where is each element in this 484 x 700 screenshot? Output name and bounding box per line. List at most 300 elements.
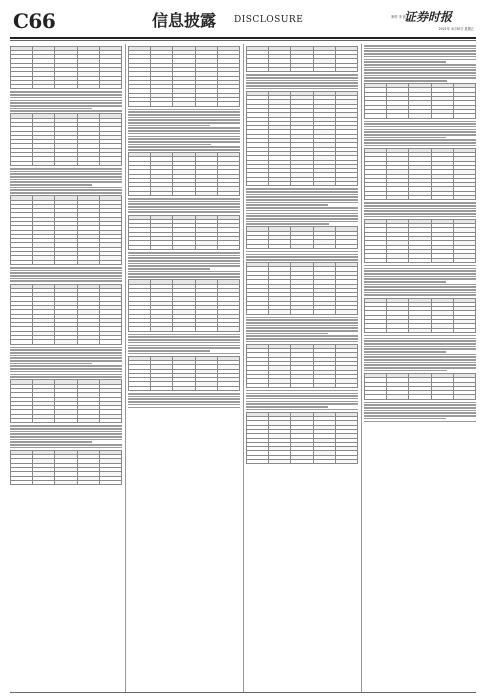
table-cell bbox=[11, 85, 33, 89]
text-line bbox=[10, 91, 122, 93]
table-row bbox=[129, 245, 240, 249]
table-cell bbox=[409, 258, 431, 262]
data-table bbox=[128, 279, 240, 332]
text-line bbox=[246, 221, 358, 223]
text-line bbox=[10, 365, 122, 367]
text-line bbox=[128, 146, 240, 148]
paper-logo: 证券时报 bbox=[403, 10, 452, 24]
text-line bbox=[128, 127, 240, 129]
text-line bbox=[364, 53, 476, 55]
table-cell bbox=[409, 114, 431, 118]
table-cell bbox=[33, 418, 55, 422]
text-line bbox=[10, 447, 122, 449]
text-line bbox=[246, 341, 358, 343]
text-line bbox=[10, 275, 122, 277]
text-line bbox=[364, 412, 476, 414]
text-line bbox=[128, 260, 240, 262]
text-line bbox=[128, 273, 240, 275]
text-line bbox=[10, 94, 122, 96]
text-line bbox=[246, 77, 358, 79]
table-cell bbox=[387, 395, 409, 399]
text-line bbox=[364, 77, 476, 79]
column-2 bbox=[128, 44, 240, 692]
text-line bbox=[10, 374, 122, 376]
text-line bbox=[128, 263, 240, 265]
table-cell bbox=[431, 328, 453, 332]
text-line bbox=[10, 100, 122, 102]
data-table bbox=[364, 298, 476, 333]
table-cell bbox=[55, 161, 77, 165]
table-cell bbox=[247, 460, 269, 464]
table-row bbox=[365, 196, 476, 200]
text-line bbox=[364, 59, 476, 61]
data-table bbox=[246, 344, 358, 388]
table-cell bbox=[247, 244, 269, 248]
text-line bbox=[10, 168, 122, 170]
table-cell bbox=[313, 310, 335, 314]
text-line bbox=[10, 176, 122, 178]
table-cell bbox=[129, 245, 151, 249]
text-line bbox=[364, 213, 476, 215]
data-table bbox=[364, 83, 476, 118]
table-cell bbox=[33, 161, 55, 165]
table-cell bbox=[365, 328, 387, 332]
text-line bbox=[128, 334, 240, 336]
text-line bbox=[10, 428, 122, 430]
table-cell bbox=[365, 258, 387, 262]
text-line bbox=[364, 142, 476, 144]
text-line bbox=[364, 75, 476, 77]
table-cell bbox=[269, 310, 291, 314]
text-line bbox=[364, 134, 476, 136]
text-line bbox=[128, 144, 211, 146]
table-cell bbox=[195, 102, 217, 106]
text-line bbox=[246, 327, 358, 329]
text-line bbox=[10, 431, 122, 433]
section-title-en: DISCLOSURE bbox=[234, 15, 304, 25]
table-cell bbox=[387, 258, 409, 262]
table-cell bbox=[11, 161, 33, 165]
text-line bbox=[128, 345, 240, 347]
text-line bbox=[10, 280, 122, 282]
table-cell bbox=[11, 260, 33, 264]
text-line bbox=[128, 209, 240, 211]
text-line bbox=[246, 204, 328, 206]
table-cell bbox=[453, 395, 475, 399]
text-line bbox=[128, 198, 240, 200]
text-line bbox=[246, 199, 358, 201]
data-table bbox=[246, 46, 358, 73]
table-row bbox=[365, 258, 476, 262]
table-cell bbox=[151, 102, 173, 106]
table-cell bbox=[217, 245, 239, 249]
table-cell bbox=[409, 328, 431, 332]
text-line bbox=[128, 133, 240, 135]
editor-line: 制作 李 波 bbox=[391, 15, 406, 19]
column-divider bbox=[243, 44, 244, 692]
text-line bbox=[128, 257, 240, 259]
text-line bbox=[364, 216, 476, 218]
table-cell bbox=[247, 67, 269, 71]
table-cell bbox=[77, 480, 99, 484]
table-cell bbox=[313, 67, 335, 71]
data-table bbox=[10, 284, 122, 345]
text-line bbox=[10, 425, 122, 427]
table-cell bbox=[99, 85, 121, 89]
text-line bbox=[364, 276, 476, 278]
text-line bbox=[246, 223, 329, 225]
text-line bbox=[246, 333, 328, 335]
table-cell bbox=[269, 182, 291, 186]
text-line bbox=[364, 286, 476, 288]
text-line bbox=[128, 252, 240, 254]
text-line bbox=[246, 322, 358, 324]
text-line bbox=[364, 45, 476, 47]
text-line bbox=[246, 330, 358, 332]
table-row bbox=[129, 102, 240, 106]
text-line bbox=[364, 367, 476, 369]
text-line bbox=[10, 352, 122, 354]
text-line bbox=[128, 396, 240, 398]
column-divider bbox=[361, 44, 362, 692]
table-cell bbox=[453, 258, 475, 262]
text-line bbox=[10, 189, 122, 191]
table-cell bbox=[291, 244, 313, 248]
text-line bbox=[10, 357, 122, 359]
table-cell bbox=[269, 244, 291, 248]
text-line bbox=[246, 207, 358, 209]
table-row bbox=[11, 161, 122, 165]
table-cell bbox=[77, 260, 99, 264]
table-cell bbox=[173, 327, 195, 331]
text-line bbox=[10, 349, 122, 351]
table-cell bbox=[55, 260, 77, 264]
text-line bbox=[364, 421, 476, 423]
text-line bbox=[128, 268, 210, 270]
text-line bbox=[364, 139, 476, 141]
text-line bbox=[364, 137, 446, 139]
text-line bbox=[128, 111, 240, 113]
text-line bbox=[364, 268, 476, 270]
table-cell bbox=[195, 327, 217, 331]
table-cell bbox=[55, 418, 77, 422]
data-table bbox=[128, 215, 240, 250]
table-cell bbox=[247, 182, 269, 186]
table-cell bbox=[33, 260, 55, 264]
text-line bbox=[128, 130, 240, 132]
data-table bbox=[128, 356, 240, 391]
text-line bbox=[10, 187, 122, 189]
text-line bbox=[246, 398, 358, 400]
text-line bbox=[364, 354, 476, 356]
masthead-rule bbox=[10, 37, 476, 39]
table-cell bbox=[217, 386, 239, 390]
text-line bbox=[128, 119, 240, 121]
text-line bbox=[246, 319, 358, 321]
data-table bbox=[10, 379, 122, 423]
text-line bbox=[128, 404, 240, 406]
table-row bbox=[129, 386, 240, 390]
text-line bbox=[246, 406, 328, 408]
table-row bbox=[247, 67, 358, 71]
text-line bbox=[364, 205, 476, 207]
text-line bbox=[364, 284, 476, 286]
text-line bbox=[364, 404, 476, 406]
text-line bbox=[364, 402, 476, 404]
data-table bbox=[10, 195, 122, 265]
text-line bbox=[10, 360, 122, 362]
text-line bbox=[10, 355, 122, 357]
text-line bbox=[10, 179, 122, 181]
column-3 bbox=[246, 44, 358, 692]
table-cell bbox=[33, 85, 55, 89]
table-cell bbox=[335, 310, 357, 314]
table-cell bbox=[195, 191, 217, 195]
text-line bbox=[246, 338, 358, 340]
table-cell bbox=[173, 245, 195, 249]
text-line bbox=[364, 273, 476, 275]
text-line bbox=[364, 281, 446, 283]
text-line bbox=[364, 340, 476, 342]
text-line bbox=[364, 370, 447, 372]
table-cell bbox=[269, 67, 291, 71]
text-line bbox=[246, 254, 358, 256]
masthead bbox=[10, 8, 476, 38]
text-line bbox=[364, 129, 476, 131]
text-line bbox=[128, 136, 240, 138]
text-line bbox=[128, 276, 240, 278]
text-line bbox=[128, 265, 240, 267]
table-cell bbox=[453, 196, 475, 200]
text-line bbox=[128, 141, 240, 143]
table-row bbox=[11, 480, 122, 484]
text-line bbox=[364, 343, 476, 345]
text-line bbox=[128, 122, 240, 124]
table-cell bbox=[55, 480, 77, 484]
table-cell bbox=[77, 161, 99, 165]
text-line bbox=[128, 271, 240, 273]
text-line bbox=[128, 149, 240, 151]
table-cell bbox=[195, 386, 217, 390]
table-row bbox=[247, 244, 358, 248]
table-row bbox=[247, 383, 358, 387]
text-line bbox=[246, 325, 358, 327]
table-row bbox=[247, 310, 358, 314]
text-line bbox=[10, 97, 122, 99]
table-cell bbox=[129, 191, 151, 195]
text-line bbox=[246, 317, 358, 319]
text-line bbox=[10, 171, 122, 173]
text-line bbox=[246, 401, 358, 403]
text-line bbox=[364, 335, 476, 337]
table-cell bbox=[33, 480, 55, 484]
text-line bbox=[246, 390, 358, 392]
table-cell bbox=[173, 386, 195, 390]
text-line bbox=[364, 48, 476, 50]
text-line bbox=[364, 359, 476, 361]
text-line bbox=[10, 184, 92, 186]
text-line bbox=[128, 255, 240, 257]
table-cell bbox=[387, 328, 409, 332]
footer-rule bbox=[10, 692, 476, 693]
text-line bbox=[364, 407, 476, 409]
text-line bbox=[246, 194, 358, 196]
text-line bbox=[128, 114, 240, 116]
table-cell bbox=[151, 386, 173, 390]
table-cell bbox=[335, 383, 357, 387]
text-line bbox=[246, 395, 358, 397]
text-line bbox=[364, 362, 476, 364]
table-cell bbox=[99, 260, 121, 264]
text-line bbox=[10, 433, 122, 435]
table-cell bbox=[453, 114, 475, 118]
table-cell bbox=[129, 327, 151, 331]
text-line bbox=[246, 202, 358, 204]
table-cell bbox=[247, 310, 269, 314]
table-cell bbox=[151, 191, 173, 195]
table-cell bbox=[129, 102, 151, 106]
text-line bbox=[128, 347, 240, 349]
text-line bbox=[128, 407, 240, 409]
text-line bbox=[10, 181, 122, 183]
newspaper-page bbox=[10, 8, 476, 694]
table-row bbox=[247, 182, 358, 186]
text-line bbox=[10, 376, 122, 378]
table-cell bbox=[431, 196, 453, 200]
table-cell bbox=[151, 327, 173, 331]
table-cell bbox=[11, 340, 33, 344]
text-line bbox=[364, 364, 476, 366]
table-cell bbox=[195, 245, 217, 249]
text-line bbox=[364, 131, 476, 133]
text-line bbox=[364, 61, 446, 63]
text-line bbox=[246, 88, 358, 90]
text-line bbox=[246, 82, 358, 84]
table-cell bbox=[291, 460, 313, 464]
text-line bbox=[364, 278, 476, 280]
text-line bbox=[246, 80, 358, 82]
text-line bbox=[364, 294, 476, 296]
text-line bbox=[128, 138, 240, 140]
text-line bbox=[246, 196, 358, 198]
text-line bbox=[246, 218, 358, 220]
text-line bbox=[128, 201, 240, 203]
table-cell bbox=[291, 67, 313, 71]
data-table bbox=[246, 412, 358, 465]
text-line bbox=[364, 123, 476, 125]
text-line bbox=[364, 346, 476, 348]
text-line bbox=[128, 203, 240, 205]
text-line bbox=[246, 210, 358, 212]
text-line bbox=[10, 439, 122, 441]
data-table bbox=[364, 219, 476, 263]
table-cell bbox=[335, 67, 357, 71]
text-line bbox=[246, 256, 358, 258]
table-cell bbox=[387, 114, 409, 118]
table-cell bbox=[409, 395, 431, 399]
text-line bbox=[10, 278, 122, 280]
text-line bbox=[246, 188, 358, 190]
text-line bbox=[10, 192, 122, 194]
table-cell bbox=[453, 328, 475, 332]
data-table bbox=[10, 113, 122, 166]
table-cell bbox=[365, 114, 387, 118]
section-title-cn: 信息披露 bbox=[152, 11, 217, 30]
text-line bbox=[10, 444, 122, 446]
table-cell bbox=[217, 327, 239, 331]
text-line bbox=[10, 347, 122, 349]
text-line bbox=[10, 110, 122, 112]
table-cell bbox=[55, 340, 77, 344]
text-line bbox=[128, 336, 240, 338]
table-cell bbox=[387, 196, 409, 200]
table-cell bbox=[335, 182, 357, 186]
text-line bbox=[364, 80, 447, 82]
table-cell bbox=[269, 460, 291, 464]
text-line bbox=[10, 267, 122, 269]
column-1 bbox=[10, 44, 122, 692]
text-line bbox=[10, 270, 122, 272]
table-cell bbox=[129, 386, 151, 390]
text-line bbox=[364, 121, 476, 123]
text-line bbox=[10, 436, 122, 438]
text-line bbox=[246, 409, 358, 411]
text-line bbox=[246, 403, 358, 405]
table-cell bbox=[247, 383, 269, 387]
table-cell bbox=[99, 161, 121, 165]
text-line bbox=[364, 69, 476, 71]
text-line bbox=[364, 67, 476, 69]
table-row bbox=[129, 327, 240, 331]
masthead-rule-thin bbox=[10, 40, 476, 41]
text-line bbox=[364, 410, 476, 412]
table-cell bbox=[99, 418, 121, 422]
table-row bbox=[365, 114, 476, 118]
table-cell bbox=[99, 480, 121, 484]
table-cell bbox=[431, 114, 453, 118]
table-cell bbox=[313, 244, 335, 248]
text-line bbox=[128, 117, 240, 119]
text-line bbox=[128, 339, 240, 341]
table-row bbox=[11, 260, 122, 264]
table-row bbox=[11, 418, 122, 422]
text-line bbox=[10, 368, 122, 370]
table-cell bbox=[291, 383, 313, 387]
data-table bbox=[128, 46, 240, 107]
page-number: C66 bbox=[13, 9, 56, 33]
text-line bbox=[364, 208, 476, 210]
table-cell bbox=[217, 102, 239, 106]
table-cell bbox=[365, 395, 387, 399]
text-line bbox=[364, 202, 476, 204]
data-table bbox=[364, 148, 476, 201]
table-cell bbox=[99, 340, 121, 344]
table-row bbox=[129, 191, 240, 195]
text-line bbox=[10, 102, 122, 104]
text-line bbox=[128, 401, 240, 403]
text-line bbox=[364, 56, 476, 58]
text-line bbox=[364, 351, 446, 353]
data-table bbox=[128, 152, 240, 196]
text-line bbox=[128, 353, 240, 355]
table-cell bbox=[77, 85, 99, 89]
column-divider bbox=[125, 44, 126, 692]
data-table bbox=[246, 226, 358, 248]
text-line bbox=[10, 371, 122, 373]
table-row bbox=[365, 328, 476, 332]
text-line bbox=[246, 251, 358, 253]
table-cell bbox=[335, 244, 357, 248]
